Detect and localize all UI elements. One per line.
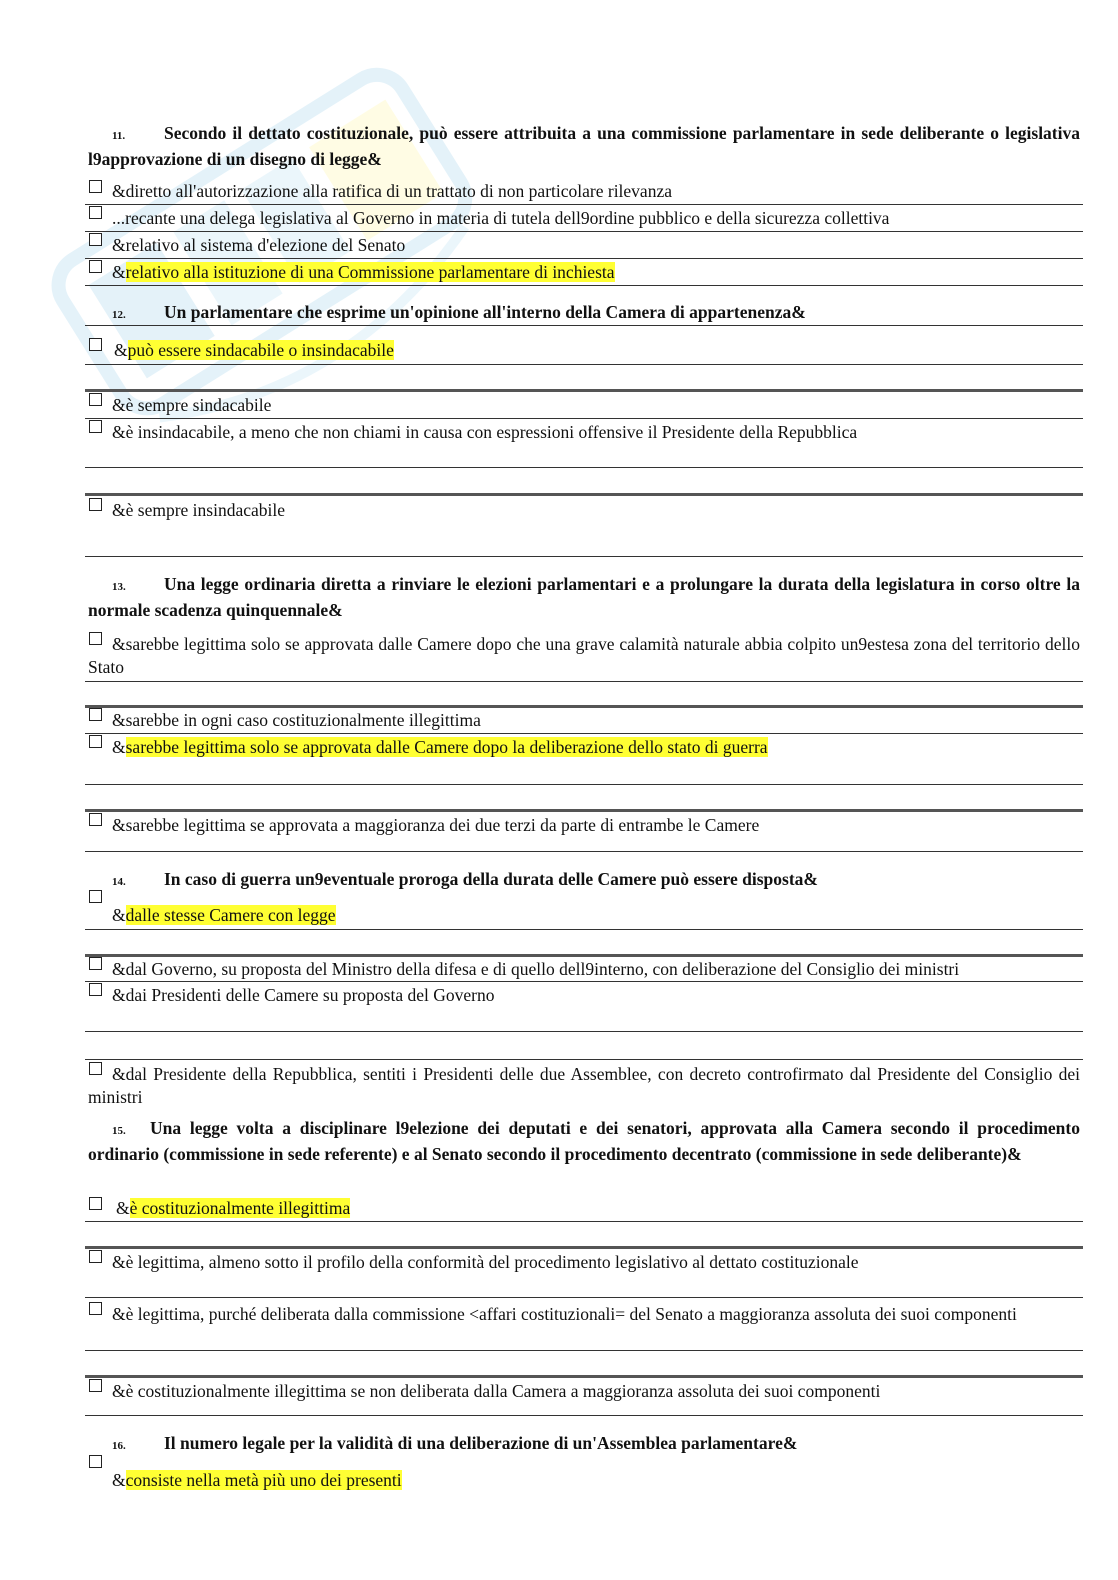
divider <box>85 954 1083 957</box>
option-14a: &dalle stesse Camere con legge <box>112 905 336 925</box>
option-text-highlighted: dalle stesse Camere con legge <box>125 905 336 925</box>
option-11c: &relativo al sistema d'elezione del Senato <box>112 235 406 255</box>
question-12 <box>88 301 1080 327</box>
divider <box>85 1031 1083 1032</box>
divider <box>85 556 1083 557</box>
divider <box>85 981 1083 982</box>
option-11d: &relativo alla istituzione di una Commissione parlamentare di inchiesta <box>112 262 615 282</box>
option-text: dai Presidenti delle Camere su proposta del Governo <box>125 985 495 1005</box>
option-checkbox[interactable] <box>89 1455 102 1468</box>
divider <box>85 467 1083 468</box>
option-13c: &sarebbe legittima solo se approvata dalle Camere dopo la deliberazione dello stato di guerra <box>112 737 768 757</box>
question-number: 11. <box>112 130 126 142</box>
option-15a: &è costituzionalmente illegittima <box>116 1198 351 1218</box>
option-text-highlighted: relativo alla istituzione di una Commissione parlamentare di inchiesta <box>125 262 615 282</box>
option-text: è insindacabile, a meno che non chiami in causa con espressioni offensive il Presidente della Repubblica <box>125 422 858 442</box>
option-text: ...recante una delega legislativa al Governo in materia di tutela dell9ordine pubblico e della sicurezza collettiva <box>112 208 890 228</box>
divider <box>85 809 1083 812</box>
divider <box>85 325 1083 326</box>
option-15c: &è legittima, purché deliberata dalla commissione <affari costituzionali= del Senato a maggioranza assoluta dei suoi componenti <box>112 1304 1017 1324</box>
divider <box>85 929 1083 930</box>
option-14d: &dal Presidente della Repubblica, sentiti i Presidenti delle due Assemblee, con decreto controfirmato dal Presidente del Consiglio dei ministri <box>88 1064 1080 1107</box>
divider <box>85 285 1083 286</box>
question-text: Una legge ordinaria diretta a rinviare le elezioni parlamentari e a prolungare la durata della legislatura in corso oltre la normale scadenza quinquennale& <box>88 574 1080 620</box>
divider <box>85 1415 1083 1416</box>
option-text: diretto all'autorizzazione alla ratifica di un trattato di non particolare rilevanza <box>125 181 672 201</box>
option-text-highlighted: è costituzionalmente illegittima <box>129 1198 351 1218</box>
question-number: 16. <box>112 1440 126 1452</box>
option-12c: &è insindacabile, a meno che non chiami in causa con espressioni offensive il Presidente della Repubblica <box>112 422 858 442</box>
option-text: è sempre sindacabile <box>125 395 272 415</box>
divider <box>85 851 1083 852</box>
question-number: 15. <box>112 1125 126 1137</box>
divider <box>85 1350 1083 1351</box>
divider <box>85 1297 1083 1298</box>
option-text: sarebbe in ogni caso costituzionalmente illegittima <box>125 710 481 730</box>
option-text: dal Governo, su proposta del Ministro della difesa e di quello dell9interno, con deliberazione del Consiglio dei ministri <box>125 959 960 979</box>
divider <box>85 389 1083 392</box>
question-text: Il numero legale per la validità di una deliberazione di un'Assemblea parlamentare& <box>164 1433 798 1453</box>
option-text: è legittima, purché deliberata dalla commissione <affari costituzionali= del Senato a maggioranza assoluta dei suoi componenti <box>125 1304 1017 1324</box>
divider <box>85 733 1083 734</box>
divider <box>85 1246 1083 1249</box>
question-15 <box>88 1117 1080 1166</box>
option-text: dal Presidente della Repubblica, sentiti i Presidenti delle due Assemblee, con decreto controfirmato dal Presidente del Consiglio dei ministri <box>88 1064 1080 1107</box>
option-text-highlighted: può essere sindacabile o insindacabile <box>127 340 394 360</box>
question-number: 12. <box>112 309 126 321</box>
option-text: è legittima, almeno sotto il profilo della conformità del procedimento legislativo al dettato costituzionale <box>125 1252 859 1272</box>
option-14b: &dal Governo, su proposta del Ministro della difesa e di quello dell9interno, con deliberazione del Consiglio dei ministri <box>112 959 960 979</box>
option-12a: &può essere sindacabile o insindacabile <box>114 340 394 360</box>
option-13b: &sarebbe in ogni caso costituzionalmente illegittima <box>112 710 481 730</box>
option-11b <box>88 207 1080 230</box>
option-15d: &è costituzionalmente illegittima se non deliberata dalla Camera a maggioranza assoluta dei suoi componenti <box>112 1381 881 1401</box>
question-11 <box>88 122 1080 171</box>
question-13 <box>88 573 1080 622</box>
divider <box>85 681 1083 682</box>
question-text: Un parlamentare che esprime un'opinione all'interno della Camera di appartenenza& <box>164 302 806 322</box>
option-checkbox[interactable] <box>89 890 102 903</box>
option-text-highlighted: consiste nella metà più uno dei presenti <box>125 1470 402 1490</box>
question-16 <box>88 1432 1080 1458</box>
question-number: 13. <box>112 581 126 593</box>
question-text: Una legge volta a disciplinare l9elezione dei deputati e dei senatori, approvata alla Camera secondo il procedimento ordinario (commissione in sede referente) e al Senato secondo il procedimento decentrato (commissione in sede deliberante)& <box>88 1118 1080 1164</box>
option-text: sarebbe legittima se approvata a maggioranza dei due terzi da parte di entrambe le Camere <box>125 815 760 835</box>
option-text: è sempre insindacabile <box>125 500 286 520</box>
option-13a: &sarebbe legittima solo se approvata dalle Camere dopo che una grave calamità naturale abbia colpito un9estesa zona del territorio dello Stato <box>88 634 1080 677</box>
option-text: è costituzionalmente illegittima se non deliberata dalla Camera a maggioranza assoluta dei suoi componenti <box>125 1381 881 1401</box>
divider <box>85 418 1083 419</box>
divider <box>85 231 1083 232</box>
question-text: In caso di guerra un9eventuale proroga della durata delle Camere può essere disposta& <box>164 869 818 889</box>
option-14c: &dai Presidenti delle Camere su proposta del Governo <box>112 985 495 1005</box>
divider <box>85 705 1083 708</box>
question-text: Secondo il dettato costituzionale, può essere attribuita a una commissione parlamentare in sede deliberante o legislativa l9approvazione di un disegno di legge& <box>88 123 1080 169</box>
divider <box>85 1375 1083 1378</box>
divider <box>85 364 1083 365</box>
divider <box>85 784 1083 785</box>
option-text-highlighted: sarebbe legittima solo se approvata dalle Camere dopo la deliberazione dello stato di guerra <box>125 737 768 757</box>
option-text: sarebbe legittima solo se approvata dalle Camere dopo che una grave calamità naturale abbia colpito un9estesa zona del territorio dello Stato <box>88 634 1080 677</box>
question-number: 14. <box>112 876 126 888</box>
divider <box>85 204 1083 205</box>
divider <box>85 1059 1083 1060</box>
option-15b: &è legittima, almeno sotto il profilo della conformità del procedimento legislativo al dettato costituzionale <box>112 1252 859 1272</box>
question-14 <box>88 868 1080 894</box>
option-text: relativo al sistema d'elezione del Senato <box>125 235 406 255</box>
option-13d: &sarebbe legittima se approvata a maggioranza dei due terzi da parte di entrambe le Camere <box>112 815 760 835</box>
option-12b: &è sempre sindacabile <box>112 395 272 415</box>
option-12d: &è sempre insindacabile <box>112 500 286 520</box>
divider <box>85 258 1083 259</box>
divider <box>85 493 1083 496</box>
divider <box>85 1221 1083 1222</box>
option-11a: &diretto all'autorizzazione alla ratifica di un trattato di non particolare rilevanza <box>112 181 672 201</box>
option-16a: &consiste nella metà più uno dei presenti <box>112 1470 402 1490</box>
